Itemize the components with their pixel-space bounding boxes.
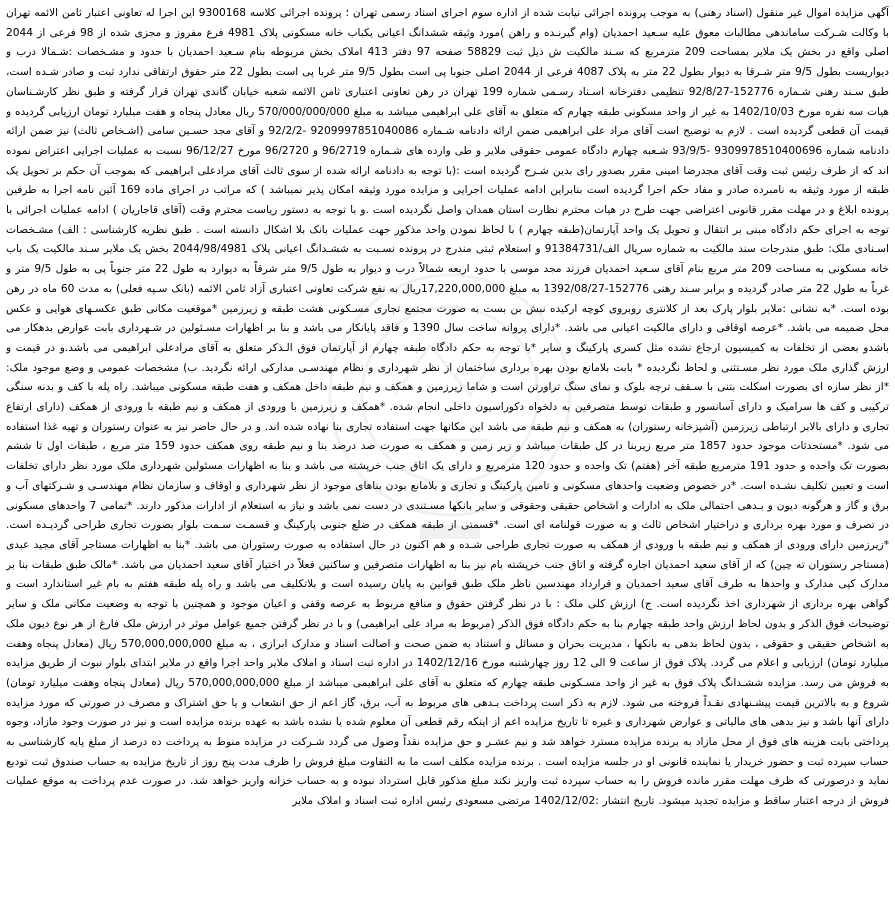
auction-notice-text xyxy=(6,4,889,907)
notice-paragraph: آگهی مزایده اموال غیر منقول (اسناد رهنی) به موجب پرونده اجرائی نیابت شده از اداره سوم اجرای اسناد رسمی تهران ؛ پرونده اجرائی کلاسه 9300168 این اجرا له تعاونی اعتبار ثامن الائمه تهران با وکالت شـرکت ساماندهی مطالبات معوق علیه سـعید احمدیان (وام گیرنـده و راهن )مورد وثیقه ششدانگ اعیانی یکباب خانه مسکونی پلاک 4981 فرع مفروز و مجزی شده از 98 فرعی از 2044 اصلی واقع در بخش یک ملایر بمساحت 209 مترمربع که سـند مالکیت ش ذیل ثبت 58829 صفحه 97 دفتر 413 املاک بخش مربوطه بنام سـعید احمدیان با حدود و مشـخصات :شـمالا درب و دیواریست بطول 9/5 متر شـرقا به دیوار بطول 22 متر به پلاک 4087 فرعی از 2044 اصلی جنوبا پی است بطول 9/5 متر غربا پی است بطول 22 متر حقوق ارتفاقی ندارد ثبت و صادر شـده است، طبق سـند رهنی شـماره 152776-92/8/27 تنظیمی دفترخانه اسـناد رسـمی شماره 199 تهران در رهن تعاونی اعتباری ثامن الائمه شعبه خیابان گاندی تهران قرار گرفته و طبق نظر کارشـناسان هیات سه نفره مورخ 1402/10/03 به غیر از واحد مسکونی طبقه چهارم که متعلق به آقای علی ابراهیمی میباشد به مبلغ 570/000/000/000 ریال معادل پنجاه و هفت میلیارد تومان ارزیابی گردیده و قیمت آن قطعی گردیده است . لازم به توضیح است آقای مراد علی ابراهیمی ضمن ارائه دادنامه شـماره 9209997851040086 -92/2/2 و آقای مجد حسـین سامی (اشـخاص ثالث) نیز ضمن ارائه دادنامه شماره 9309978510400696 -93/9/5 شـعبه چهارم دادگاه عمومی حقوقی ملایر و طی وارده های شـماره 96/2719 و 96/2720 مورخ 96/12/27 نسبت به عملیات اجرایی اعتراض نموده اند که از طرف رئیس ثبت وقت آقای مجدرضا امینی مقرر بصدور رای بدین شـرح گردیده است :(با توجه به دادنامه ارائه شده از سوی ثالث آقای مرادعلی ابراهیمی که بموجب آن حکم بر تحویل یک طبقه از مورد وثیقه به نامبرده صادر و مفاد حکم اجرا گردیده است بنابراین ادامه عملیات اجرایی و مزایده مورد وثیقه امکان پذیر نمیباشد ) که مراتب در اجرای ماده 169 آئین نامه اجرا به طرفین پرونده ابلاغ و در مهلت مقرر قانونی اعتراضی جهت طرح در هیات محترم نظارت استان همدان واصل نگردیده است .و با توجه به دستور ریاست محترم وقت (آقای قاجاریان ) ادامه عملیات اجرائی با توجه به اجرای حکم دادگاه مبنی بر انتقال و تحویل یک واحد آپارتمان(طبقه چهارم ) با لحاظ نمودن واحد مذکور جهت عملیات بانک بلا اشکال دانسته است . طبق نظریه کارشناسی : الف) مشـخصات اسـنادی ملک: طبق مندرجات سند مالکیت به شماره سریال الف/91384731 و استعلام ثبتی مندرج در پرونده نسـبت به ششـدانگ اعیانی پلاک 2044/98/4981 بخش یک ملایر سـند مالکیت یک باب خانه مسکونی به مساحت 209 متر مربع بنام آقای سـعید احمدیان فرزند مجد موسی با حدود اربعه شمالاً درب و دیوار به طول 9/5 متر شرقاً به دیوارد به طول 22 متر جنوباً پی به طول 9/5 متر و غرباً به طول 22 متر صادر گردیده و برابر سـند رهنی 152776-1392/08/27 به مبلغ 17,220,000,000ریال به نفع شرکت تعاونی اعتباری آزاد ثامن الائمه (بانک سـپه فعلی) به مدت 60 ماه در رهن بوده است. *به نشانی :ملایر بلوار پارک بعد از کلانتری روبروی کوچه ارکیده نبش بن بست به صورت مجتمع تجاری مسـکونی هشت طبقه و زیرزمین *موقعیت مکانی طبق عکسـهای هوایی و عکس محل ضمیمه می باشد. *عرصه اوقافی و دارای مالکیت اعیانی می باشد. *دارای پروانه ساخت سال 1390 و فاقد پایانکار می باشد و بنا بر اظهارات مسـئولین در شـهرداری بابت عوارض بدهکار می باشدو بعضی از تخلفات به کمیسیون ارجاع نشده مثل کسری پارکینگ و سایر *با توجه به حکم دادگاه طبقه چهارم از آپارتمان فوق الـذکر متعلق به آقای مرادعلی ابراهیمی می باشد.و در قیمت و ارزش گذاری ملک مورد نظر مسـتثنی و لحاظ نگردیده * بابت بلامانع بودن بهره برداری ساختمان از نظر شهرداری و نظام مهندسـی مدارکی ارائه نگردید. ب) مشخصات عمومی و وضع موجود ملک: *از نظر سازه ای بصورت اسکلت بتنی با سـقف ترچه بلوک و نمای سنگ تراورتن است و شاما زیرزمین و همکف و نیم طبقه داخل همکف و هفت طبقه مسکونی میباشد. راه پله با کف و بدنه سنگی ترکیبی و کف ها سرامیک و دارای آسانسور و طبقات توسط متصرفین به دلخواه دکوراسیون داخلی انجام شده. *همکف و زیرزمین با ورودی از همکف و نیم طبقه با ورودی از همکف (دارای ارتفاع تجاری و دارای بالابر ارتباطی زیرزمین (آشپزخانه رستوران) به همکف و نیم طبقه می باشد این مکانها جهت استفاده تجاری بنا نهاده شده اند. و در حال حاضر نیز به عنوان رستوران و تهیه غذا استفاده می شود. *مستحدثات موجود حدود 1857 متر مربع زیربنا در کل طبقات میباشد و زیر زمین و همکف به صورت صد درصد بنا و نیم طبقه روی همکف حدود 159 متر مربع ، طبقات اول تا ششم بصورت تک واحده و حدود 191 مترمربع طبقه آخر (هفتم) تک واحده و حدود 120 مترمربع و دارای یک اتاق جنب خرپشته می باشد و بنا به اظهارات مسئولین شهرداری ملک مورد نظر دارای تخلفات است و تعیین تکلیف نشـده است. *در خصوص وضعیت واحدهای مسکونی و تامین پارکینگ و تجاری و بلامانع بودن بناهای موجود از نظر شهرداری و اوقاف و سازمان نظام مهندسـی و شـرکتهای آب و برق و گاز و هرگونه دیون و بـدهی احتمالی ملک به ادارات و اشخاص حقیقی وحقوقی و سایر بانکها مسـتندی در دست نمی باشد و نیاز به استعلام از ادارات مذکور دارند. *تمامی 7 واحدهای مسکونی در تصرف و مورد بهره برداری و دراختیار اشخاص ثالث و به صورت قولنامه ای است. *قسمتی از طبقه همکف در ضلع جنوبی پارکینگ و قسمـت سـمت بلوار بصورت تجاری طراحی گردیـده است. *زیرزمین دارای ورودی از همکف و نیم طبقه با ورودی از همکف به صورت تجاری طراحی شـده و هم اکنون در حال استفاده به صورت رستوران می باشد. *بنا به اظهارات مستاجر آقای مجید عبدی (مستاجر رستوران ته چین) که از آقای سعید احمدیان اجاره گرفته و اتاق جنب خرپشته بام نیز بنا به اظهارات متصرفین و ساکنین فعلاً در اختیار آقای سعید احمدیان می باشد. *مالک طبق طبقات بنا بر مدارک کپی مدارک و واحدها به طرف آقای سعید احمدیان و قرارداد مهندسین ناظر ملک طبق قوانین به پایان رسیده است و بلاتکلیف می باشد و راه پله طبقه هفتم به بام غیر استاندارد است و گواهی بهره برداری از شهرداری اخذ نگردیده است. ج) ارزش کلی ملک : با در نظر گرفتن حقوق و منافع مربوط به عرصه وقفی و اعیان موجود و همچنین با توجه به وضعیت مکانی ملک و سایر توضیحات فوق الذکر و بدون لحاظ ارزش واحد طبقه چهارم بنا به حکم دادگاه فوق الذکر (مربوط به مراد علی ابراهیمی) و با در نظر گرفتن جمیع عوامل موثر در ارزش ملک فارغ از هر نوع دیون ملک به اشخاص حقیقی و حقوقی ، بدون لحاظ بدهی به بانکها ، مدیریت بحران و مسائل و استناد به ضمن صحت و اصالت اسناد و مدارک ابرازی ، به مبلغ 570,000,000,000 ریال (معادل پنجاه وهفت میلیارد تومان) ارزیابی و اعلام می گردد. پلاک فوق از ساعت 9 الی 12 روز چهارشنبه مورخ 1402/12/16 در اداره ثبت اسناد و املاک ملایر واحد اجرا واقع در ملایر ابتدای بلوار نبوت از طریق مزایده به فروش می رسد. مزایده ششـدانگ پلاک فوق به غیر از واحد مسـکونی طبقه چهارم که متعلق به آقای علی ابراهیمی میباشد از مبلغ 570,000,000,000 ریال (معادل پنجاه وهفت میلیارد تومان) شروع و به بالاترین قیمت پیشـنهادی نقـداً فروخته می شود. لازم به ذکر است پرداخت بـدهی های مربوط به آب، برق، گاز اعم از حق انشعاب و یا حق اشتراک و مصرف در صورتی که مورد مزایده دارای آنها باشد و نیز بدهی های مالیاتی و عوارض شهرداری و غیره تا تاریخ مزایده اعم از اینکه رقم قطعی آن معلوم شده یا نشده باشد به عهده برنده مزایده است و نیز در صورت وجود مازاد، وجوه پرداختی بابت هزینه های فوق از محل مازاد به برنده مزایده مسترد خواهد شد و نیم عشـر و حق مزایده نقداً وصول می گردد شـرکت در مزایده منوط به پرداخت ده درصد از مبلغ پایه کارشناسی به حساب سپرده ثبت و حضور خریدار یا نماینده قانونی او در جلسه مزایده است . برنده مزایده مکلف است ما به التفاوت مبلغ فروش را ظرف مدت پنج روز از تاریخ مزایده به حساب صندوق ثبت تودیع نماید و درصورتی که ظرف مهلت مقرر مانده فروش را به حساب سپرده ثبت واریز نکند مبلغ مذکور قابل استرداد نبوده و به حساب خزانه واریز خواهد شد. در صورت عدم پرداخت به موقع عملیات فروش از درجه اعتبار ساقط و مزایده تجدید میشود. تاریخ انتشار :1402/12/02 مرتضی مسعودی رئیس اداره ثبت اسناد و املاک ملایر xyxy=(6,7,889,808)
